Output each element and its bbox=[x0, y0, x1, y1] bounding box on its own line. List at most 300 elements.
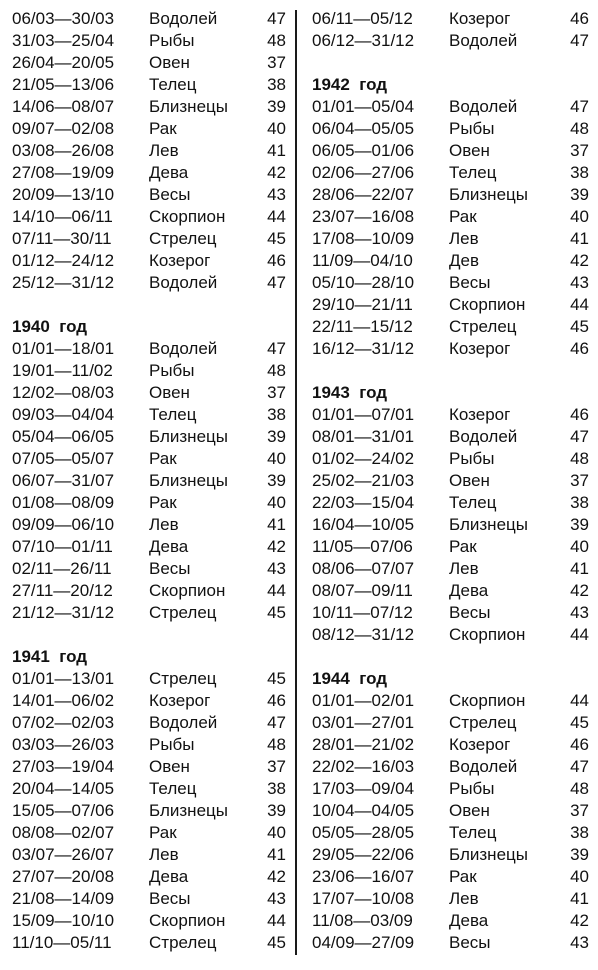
table-row bbox=[12, 844, 290, 866]
spacer bbox=[312, 52, 590, 74]
spacer bbox=[12, 294, 290, 316]
sign-number: 37 bbox=[570, 471, 589, 490]
table-row bbox=[312, 734, 590, 756]
sign-number: 46 bbox=[570, 405, 589, 424]
zodiac-sign: Дева bbox=[449, 911, 489, 930]
zodiac-sign: Близнецы bbox=[449, 185, 528, 204]
date-range: 21/12—31/12 bbox=[12, 603, 115, 622]
sign-number: 44 bbox=[570, 625, 589, 644]
zodiac-sign: Рыбы bbox=[149, 361, 195, 380]
date-range: 22/02—16/03 bbox=[312, 757, 415, 776]
zodiac-sign: Лев bbox=[149, 515, 179, 534]
zodiac-sign: Весы bbox=[149, 185, 191, 204]
zodiac-sign: Овен bbox=[449, 471, 490, 490]
date-range: 06/04—05/05 bbox=[312, 119, 415, 138]
zodiac-sign: Дева bbox=[449, 581, 489, 600]
date-range: 06/11—05/12 bbox=[312, 9, 413, 28]
column-divider bbox=[295, 10, 297, 955]
table-row bbox=[12, 30, 290, 52]
date-range: 25/12—31/12 bbox=[12, 273, 115, 292]
sign-number: 40 bbox=[267, 449, 286, 468]
date-range: 10/04—04/05 bbox=[312, 801, 415, 820]
zodiac-sign: Близнецы bbox=[149, 801, 228, 820]
date-range: 01/02—24/02 bbox=[312, 449, 415, 468]
sign-number: 42 bbox=[570, 251, 589, 270]
date-range: 03/07—26/07 bbox=[12, 845, 115, 864]
zodiac-sign: Козерог bbox=[449, 405, 511, 424]
date-range: 01/01—02/01 bbox=[312, 691, 415, 710]
date-range: 20/04—14/05 bbox=[12, 779, 115, 798]
zodiac-sign: Стрелец bbox=[149, 933, 217, 952]
table-row bbox=[12, 162, 290, 184]
sign-number: 39 bbox=[570, 185, 589, 204]
sign-number: 44 bbox=[267, 581, 286, 600]
table-row bbox=[12, 822, 290, 844]
zodiac-sign: Рак bbox=[149, 449, 177, 468]
table-row bbox=[312, 690, 590, 712]
zodiac-sign: Близнецы bbox=[149, 97, 228, 116]
block-1941 bbox=[12, 668, 290, 954]
date-range: 23/07—16/08 bbox=[312, 207, 415, 226]
table-row bbox=[312, 580, 590, 602]
table-row bbox=[12, 514, 290, 536]
sign-number: 40 bbox=[267, 493, 286, 512]
zodiac-sign: Весы bbox=[149, 559, 191, 578]
sign-number: 41 bbox=[570, 559, 589, 578]
date-range: 26/04—20/05 bbox=[12, 53, 115, 72]
zodiac-sign: Стрелец bbox=[149, 669, 217, 688]
zodiac-sign: Рыбы bbox=[149, 735, 195, 754]
date-range: 15/05—07/06 bbox=[12, 801, 115, 820]
table-row bbox=[12, 734, 290, 756]
zodiac-sign: Телец bbox=[149, 405, 197, 424]
table-row bbox=[12, 184, 290, 206]
sign-number: 45 bbox=[267, 229, 286, 248]
sign-number: 37 bbox=[267, 757, 286, 776]
table-row bbox=[312, 932, 590, 954]
table-row bbox=[312, 294, 590, 316]
sign-number: 45 bbox=[570, 317, 589, 336]
sign-number: 40 bbox=[570, 207, 589, 226]
zodiac-sign: Овен bbox=[149, 757, 190, 776]
zodiac-sign: Овен bbox=[449, 141, 490, 160]
sign-number: 38 bbox=[267, 405, 286, 424]
sign-number: 46 bbox=[570, 735, 589, 754]
table-row bbox=[12, 404, 290, 426]
spacer bbox=[312, 360, 590, 382]
block-1940 bbox=[12, 338, 290, 624]
sign-number: 47 bbox=[267, 273, 286, 292]
zodiac-sign: Близнецы bbox=[449, 845, 528, 864]
zodiac-sign: Козерог bbox=[449, 735, 511, 754]
table-row bbox=[12, 932, 290, 954]
date-range: 08/06—07/07 bbox=[312, 559, 415, 578]
table-row bbox=[312, 844, 590, 866]
sign-number: 38 bbox=[267, 75, 286, 94]
date-range: 17/07—10/08 bbox=[312, 889, 415, 908]
date-range: 17/08—10/09 bbox=[312, 229, 415, 248]
block-1944 bbox=[312, 690, 590, 954]
sign-number: 43 bbox=[570, 603, 589, 622]
table-row bbox=[312, 536, 590, 558]
table-row bbox=[312, 822, 590, 844]
sign-number: 42 bbox=[570, 911, 589, 930]
sign-number: 43 bbox=[267, 185, 286, 204]
sign-number: 47 bbox=[570, 757, 589, 776]
sign-number: 48 bbox=[570, 449, 589, 468]
zodiac-sign: Телец bbox=[149, 779, 197, 798]
sign-number: 39 bbox=[267, 471, 286, 490]
sign-number: 47 bbox=[267, 713, 286, 732]
zodiac-sign: Овен bbox=[149, 53, 190, 72]
date-range: 27/11—20/12 bbox=[12, 581, 113, 600]
date-range: 06/05—01/06 bbox=[312, 141, 415, 160]
zodiac-sign: Рыбы bbox=[449, 449, 495, 468]
date-range: 02/06—27/06 bbox=[312, 163, 415, 182]
sign-number: 42 bbox=[267, 537, 286, 556]
table-row bbox=[312, 778, 590, 800]
sign-number: 39 bbox=[267, 801, 286, 820]
sign-number: 37 bbox=[267, 53, 286, 72]
sign-number: 37 bbox=[267, 383, 286, 402]
sign-number: 47 bbox=[570, 427, 589, 446]
date-range: 09/09—06/10 bbox=[12, 515, 115, 534]
zodiac-sign: Водолей bbox=[449, 427, 518, 446]
date-range: 11/10—05/11 bbox=[12, 933, 112, 952]
sign-number: 37 bbox=[570, 801, 589, 820]
date-range: 16/04—10/05 bbox=[312, 515, 415, 534]
zodiac-sign: Телец bbox=[449, 823, 497, 842]
table-row bbox=[312, 228, 590, 250]
block-1943 bbox=[312, 404, 590, 646]
table-row bbox=[312, 800, 590, 822]
date-range: 10/11—07/12 bbox=[312, 603, 413, 622]
table-row bbox=[312, 426, 590, 448]
date-range: 22/03—15/04 bbox=[312, 493, 415, 512]
date-range: 07/02—02/03 bbox=[12, 713, 115, 732]
zodiac-sign: Водолей bbox=[149, 339, 218, 358]
date-range: 05/04—06/05 bbox=[12, 427, 115, 446]
table-row bbox=[12, 228, 290, 250]
date-range: 08/08—02/07 bbox=[12, 823, 115, 842]
sign-number: 43 bbox=[267, 889, 286, 908]
table-row bbox=[312, 316, 590, 338]
right-column bbox=[312, 8, 590, 954]
date-range: 01/12—24/12 bbox=[12, 251, 115, 270]
sign-number: 48 bbox=[570, 119, 589, 138]
sign-number: 45 bbox=[267, 669, 286, 688]
table-row bbox=[312, 470, 590, 492]
year-heading-1943: 1943 год bbox=[312, 383, 388, 402]
sign-number: 41 bbox=[267, 141, 286, 160]
sign-number: 44 bbox=[267, 911, 286, 930]
sign-number: 47 bbox=[570, 97, 589, 116]
sign-number: 40 bbox=[570, 867, 589, 886]
zodiac-sign: Стрелец bbox=[449, 713, 517, 732]
table-row bbox=[312, 448, 590, 470]
table-row bbox=[12, 888, 290, 910]
date-range: 01/01—13/01 bbox=[12, 669, 115, 688]
date-range: 07/11—30/11 bbox=[12, 229, 112, 248]
date-range: 20/09—13/10 bbox=[12, 185, 115, 204]
date-range: 21/05—13/06 bbox=[12, 75, 115, 94]
table-row bbox=[12, 690, 290, 712]
zodiac-sign: Телец bbox=[149, 75, 197, 94]
date-range: 11/09—04/10 bbox=[312, 251, 413, 270]
table-row bbox=[312, 888, 590, 910]
table-row bbox=[12, 52, 290, 74]
table-row bbox=[312, 96, 590, 118]
table-row bbox=[12, 382, 290, 404]
date-range: 01/01—18/01 bbox=[12, 339, 115, 358]
table-row bbox=[12, 778, 290, 800]
zodiac-sign: Рак bbox=[149, 493, 177, 512]
date-range: 02/11—26/11 bbox=[12, 559, 112, 578]
table-row bbox=[312, 492, 590, 514]
table-row bbox=[312, 712, 590, 734]
zodiac-sign: Дева bbox=[149, 163, 189, 182]
zodiac-sign: Рыбы bbox=[149, 31, 195, 50]
zodiac-sign: Дев bbox=[449, 251, 479, 270]
date-range: 23/06—16/07 bbox=[312, 867, 415, 886]
table-row bbox=[12, 800, 290, 822]
zodiac-sign: Лев bbox=[449, 889, 479, 908]
date-range: 29/05—22/06 bbox=[312, 845, 415, 864]
block-1942 bbox=[312, 96, 590, 360]
zodiac-sign: Козерог bbox=[149, 691, 211, 710]
zodiac-sign: Рак bbox=[149, 823, 177, 842]
date-range: 28/06—22/07 bbox=[312, 185, 415, 204]
sign-number: 42 bbox=[267, 867, 286, 886]
date-range: 03/03—26/03 bbox=[12, 735, 115, 754]
zodiac-sign: Рак bbox=[449, 537, 477, 556]
date-range: 16/12—31/12 bbox=[312, 339, 415, 358]
table-row bbox=[12, 250, 290, 272]
table-row bbox=[12, 580, 290, 602]
sign-number: 44 bbox=[570, 295, 589, 314]
sign-number: 44 bbox=[267, 207, 286, 226]
date-range: 11/05—07/06 bbox=[312, 537, 413, 556]
table-row bbox=[312, 272, 590, 294]
table-row bbox=[12, 360, 290, 382]
table-row bbox=[12, 272, 290, 294]
sign-number: 41 bbox=[570, 229, 589, 248]
date-range: 07/05—05/07 bbox=[12, 449, 115, 468]
zodiac-sign: Водолей bbox=[449, 31, 518, 50]
year-heading-1942: 1942 год bbox=[312, 75, 388, 94]
zodiac-sign: Стрелец bbox=[449, 317, 517, 336]
date-range: 27/03—19/04 bbox=[12, 757, 115, 776]
sign-number: 41 bbox=[267, 515, 286, 534]
zodiac-sign: Дева bbox=[149, 537, 189, 556]
date-range: 05/10—28/10 bbox=[312, 273, 415, 292]
table-row bbox=[12, 602, 290, 624]
table-row bbox=[312, 910, 590, 932]
zodiac-sign: Лев bbox=[449, 229, 479, 248]
year-heading-1940: 1940 год bbox=[12, 317, 88, 336]
zodiac-sign: Водолей bbox=[449, 97, 518, 116]
sign-number: 48 bbox=[267, 361, 286, 380]
date-range: 06/03—30/03 bbox=[12, 9, 115, 28]
sign-number: 38 bbox=[570, 493, 589, 512]
sign-number: 39 bbox=[570, 845, 589, 864]
date-range: 29/10—21/11 bbox=[312, 295, 413, 314]
sign-number: 45 bbox=[267, 603, 286, 622]
date-range: 03/01—27/01 bbox=[312, 713, 415, 732]
zodiac-sign: Близнецы bbox=[149, 471, 228, 490]
date-range: 01/01—07/01 bbox=[312, 405, 415, 424]
date-range: 08/01—31/01 bbox=[312, 427, 415, 446]
sign-number: 40 bbox=[570, 537, 589, 556]
left-column bbox=[12, 8, 290, 954]
table-row bbox=[312, 338, 590, 360]
table-row bbox=[312, 514, 590, 536]
date-range: 11/08—03/09 bbox=[312, 911, 413, 930]
date-range: 14/06—08/07 bbox=[12, 97, 115, 116]
date-range: 22/11—15/12 bbox=[312, 317, 413, 336]
table-row bbox=[12, 426, 290, 448]
table-row bbox=[12, 866, 290, 888]
sign-number: 39 bbox=[570, 515, 589, 534]
table-row bbox=[312, 624, 590, 646]
sign-number: 38 bbox=[570, 823, 589, 842]
date-range: 04/09—27/09 bbox=[312, 933, 415, 952]
table-row bbox=[312, 404, 590, 426]
zodiac-sign: Рак bbox=[449, 207, 477, 226]
date-range: 28/01—21/02 bbox=[312, 735, 415, 754]
sign-number: 41 bbox=[570, 889, 589, 908]
date-range: 14/10—06/11 bbox=[12, 207, 113, 226]
spacer bbox=[312, 646, 590, 668]
sign-number: 40 bbox=[267, 119, 286, 138]
zodiac-sign: Скорпион bbox=[149, 207, 226, 226]
table-row bbox=[312, 250, 590, 272]
date-range: 06/12—31/12 bbox=[312, 31, 415, 50]
zodiac-sign: Телец bbox=[449, 163, 497, 182]
sign-number: 43 bbox=[570, 273, 589, 292]
table-row bbox=[312, 602, 590, 624]
zodiac-sign: Скорпион bbox=[449, 295, 526, 314]
table-row bbox=[312, 558, 590, 580]
table-row bbox=[12, 118, 290, 140]
zodiac-sign: Весы bbox=[449, 273, 491, 292]
zodiac-sign: Овен bbox=[449, 801, 490, 820]
sign-number: 41 bbox=[267, 845, 286, 864]
sign-number: 45 bbox=[267, 933, 286, 952]
date-range: 21/08—14/09 bbox=[12, 889, 115, 908]
table-row bbox=[12, 74, 290, 96]
sign-number: 48 bbox=[267, 31, 286, 50]
date-range: 19/01—11/02 bbox=[12, 361, 113, 380]
table-row bbox=[12, 668, 290, 690]
sign-number: 40 bbox=[267, 823, 286, 842]
sign-number: 38 bbox=[570, 163, 589, 182]
zodiac-sign: Козерог bbox=[149, 251, 211, 270]
block-1941-continued bbox=[312, 8, 590, 52]
date-range: 31/03—25/04 bbox=[12, 31, 115, 50]
table-row bbox=[12, 558, 290, 580]
sign-number: 44 bbox=[570, 691, 589, 710]
sign-number: 39 bbox=[267, 427, 286, 446]
table-row bbox=[12, 338, 290, 360]
table-row bbox=[312, 206, 590, 228]
zodiac-sign: Весы bbox=[449, 933, 491, 952]
table-row bbox=[12, 756, 290, 778]
table-row bbox=[12, 492, 290, 514]
date-range: 05/05—28/05 bbox=[312, 823, 415, 842]
zodiac-sign: Стрелец bbox=[149, 603, 217, 622]
date-range: 27/07—20/08 bbox=[12, 867, 115, 886]
zodiac-sign: Козерог bbox=[449, 9, 511, 28]
zodiac-sign: Рак bbox=[149, 119, 177, 138]
zodiac-sign: Телец bbox=[449, 493, 497, 512]
spacer bbox=[12, 624, 290, 646]
date-range: 12/02—08/03 bbox=[12, 383, 115, 402]
zodiac-sign: Водолей bbox=[149, 273, 218, 292]
date-range: 09/07—02/08 bbox=[12, 119, 115, 138]
sign-number: 37 bbox=[570, 141, 589, 160]
zodiac-sign: Рак bbox=[449, 867, 477, 886]
table-row bbox=[312, 8, 590, 30]
table-row bbox=[12, 206, 290, 228]
sign-number: 46 bbox=[570, 339, 589, 358]
date-range: 17/03—09/04 bbox=[312, 779, 415, 798]
sign-number: 39 bbox=[267, 97, 286, 116]
zodiac-sign: Водолей bbox=[449, 757, 518, 776]
zodiac-sign: Лев bbox=[149, 845, 179, 864]
zodiac-sign: Близнецы bbox=[149, 427, 228, 446]
date-range: 09/03—04/04 bbox=[12, 405, 115, 424]
zodiac-sign: Дева bbox=[149, 867, 189, 886]
block-1939 bbox=[12, 8, 290, 294]
sign-number: 42 bbox=[570, 581, 589, 600]
zodiac-sign: Рыбы bbox=[449, 779, 495, 798]
table-row bbox=[312, 756, 590, 778]
zodiac-sign: Водолей bbox=[149, 9, 218, 28]
sign-number: 48 bbox=[267, 735, 286, 754]
table-row bbox=[12, 910, 290, 932]
zodiac-sign: Стрелец bbox=[149, 229, 217, 248]
zodiac-sign: Скорпион bbox=[449, 691, 526, 710]
date-range: 07/10—01/11 bbox=[12, 537, 113, 556]
table-row bbox=[312, 162, 590, 184]
sign-number: 42 bbox=[267, 163, 286, 182]
date-range: 08/07—09/11 bbox=[312, 581, 413, 600]
date-range: 03/08—26/08 bbox=[12, 141, 115, 160]
zodiac-sign: Близнецы bbox=[449, 515, 528, 534]
sign-number: 46 bbox=[267, 691, 286, 710]
sign-number: 47 bbox=[267, 339, 286, 358]
sign-number: 47 bbox=[570, 31, 589, 50]
zodiac-sign: Лев bbox=[149, 141, 179, 160]
table-row bbox=[312, 30, 590, 52]
sign-number: 43 bbox=[570, 933, 589, 952]
sign-number: 43 bbox=[267, 559, 286, 578]
date-range: 25/02—21/03 bbox=[312, 471, 415, 490]
zodiac-sign: Водолей bbox=[149, 713, 218, 732]
sign-number: 45 bbox=[570, 713, 589, 732]
date-range: 01/01—05/04 bbox=[312, 97, 415, 116]
zodiac-sign: Весы bbox=[149, 889, 191, 908]
table-row bbox=[312, 866, 590, 888]
zodiac-sign: Овен bbox=[149, 383, 190, 402]
zodiac-sign: Скорпион bbox=[149, 911, 226, 930]
date-range: 14/01—06/02 bbox=[12, 691, 115, 710]
table-row bbox=[12, 140, 290, 162]
sign-number: 38 bbox=[267, 779, 286, 798]
sign-number: 46 bbox=[570, 9, 589, 28]
table-row bbox=[12, 470, 290, 492]
